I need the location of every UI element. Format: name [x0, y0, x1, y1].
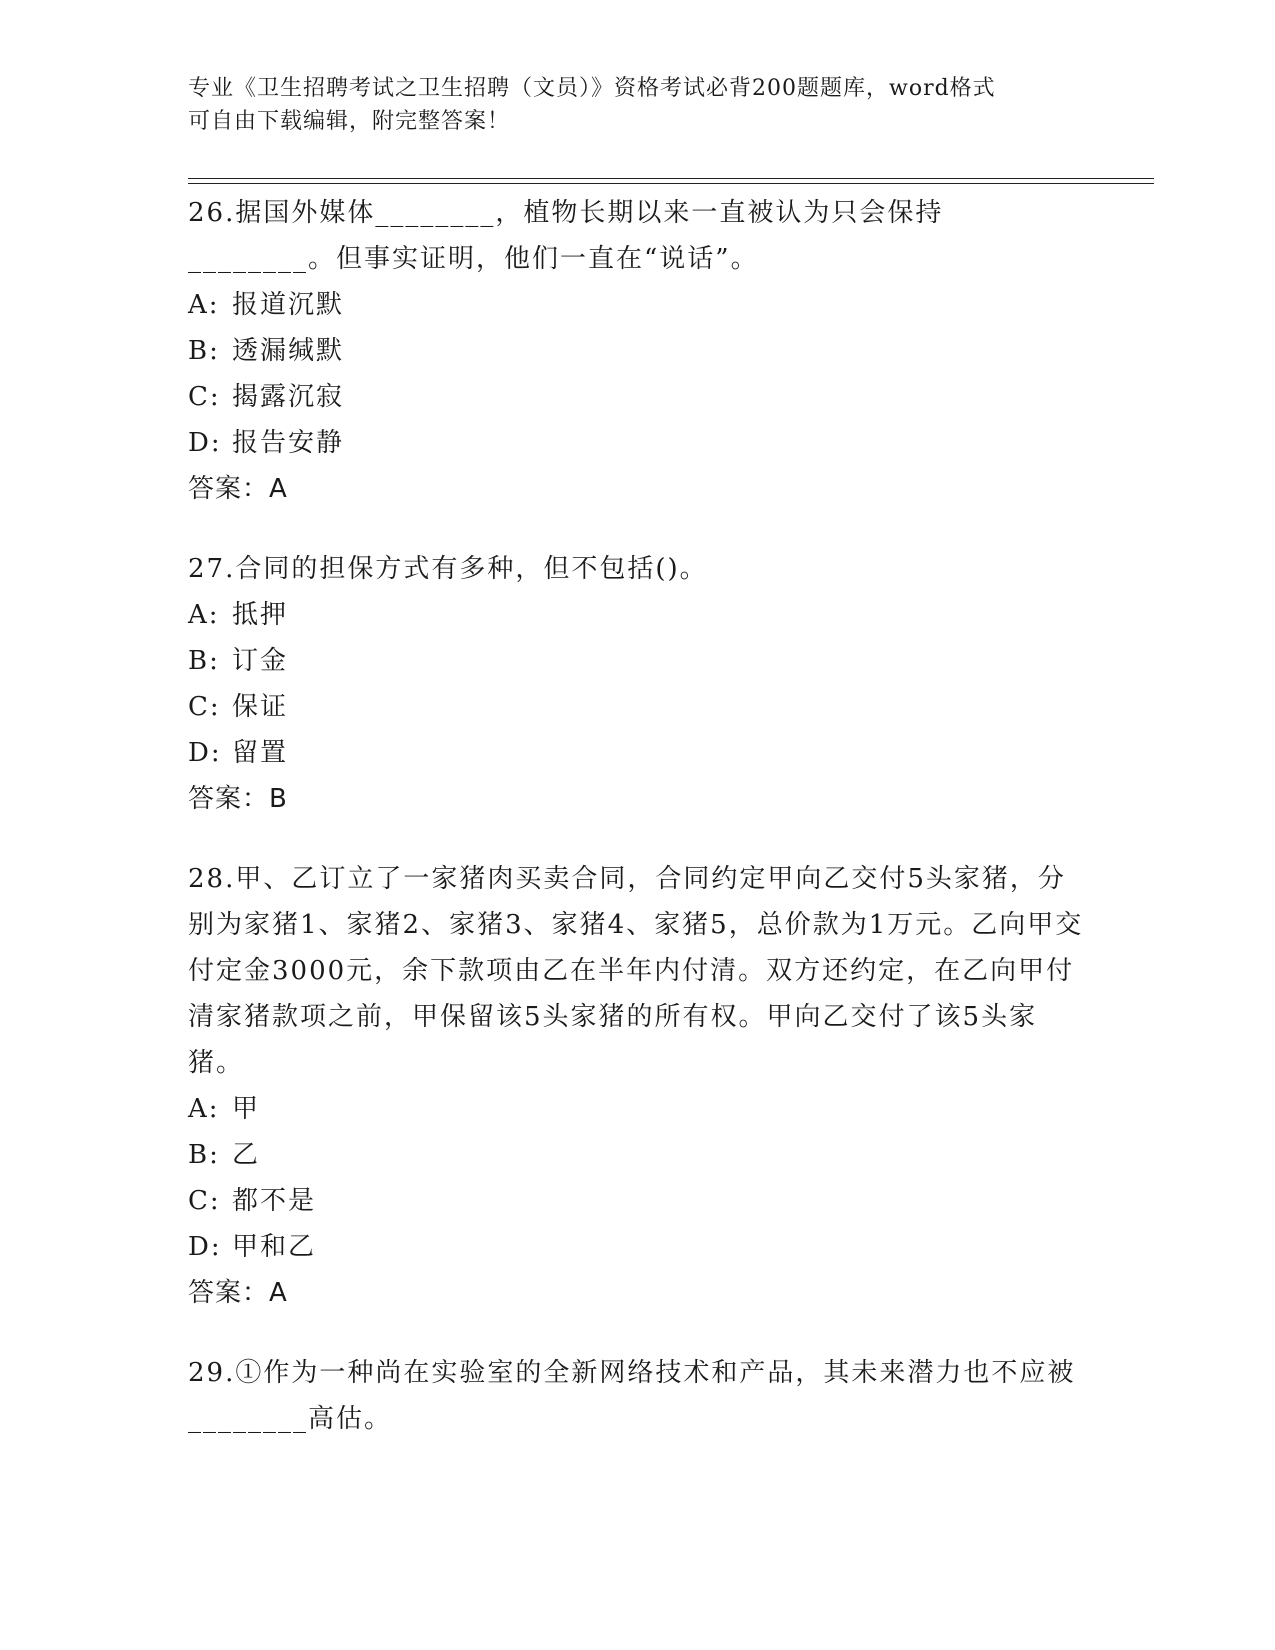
option-b	[188, 328, 1088, 374]
option-a	[188, 282, 1088, 328]
option-d	[188, 1224, 1088, 1270]
question-27	[188, 546, 1088, 822]
option-letter: C:	[188, 382, 221, 412]
option-text: 甲	[232, 1094, 261, 1124]
question-29	[188, 1350, 1088, 1442]
option-text: 揭露沉寂	[232, 382, 345, 412]
header-divider-bottom	[188, 183, 1154, 184]
option-text: 透漏缄默	[232, 336, 345, 366]
option-letter: A:	[188, 1094, 220, 1124]
option-text: 报告安静	[232, 428, 345, 458]
option-c	[188, 1178, 1088, 1224]
header-title-line-2: 可自由下载编辑，附完整答案！	[188, 109, 511, 134]
option-text: 都不是	[232, 1186, 317, 1216]
option-a	[188, 592, 1088, 638]
option-letter: D:	[188, 738, 222, 768]
option-letter: D:	[188, 428, 222, 458]
option-c	[188, 684, 1088, 730]
option-text: 乙	[232, 1140, 261, 1170]
header-title-line-1: 专业《卫生招聘考试之卫生招聘（文员）》资格考试必背200题题库，word格式	[188, 76, 996, 101]
option-letter: C:	[188, 692, 221, 722]
option-text: 报道沉默	[232, 290, 345, 320]
option-a	[188, 1086, 1088, 1132]
document-header	[188, 72, 1068, 138]
question-text: 26.据国外媒体________，植物长期以来一直被认为只会保持________。但事实证明，他们一直在“说话”。	[188, 198, 944, 274]
option-letter: B:	[188, 1140, 220, 1170]
option-c	[188, 374, 1088, 420]
option-letter: D:	[188, 1232, 222, 1262]
answer-label: 答案：B	[188, 784, 288, 814]
question-text: 28.甲、乙订立了一家猪肉买卖合同，合同约定甲向乙交付5头家猪，分别为家猪1、家猪2、家猪3、家猪4、家猪5，总价款为1万元。乙向甲交付定金3000元，余下款项由乙在半年内付清。双方还约定，在乙向甲付清家猪款项之前，甲保留该5头家猪的所有权。甲向乙交付了该5头家猪。	[188, 864, 1084, 1078]
option-b	[188, 1132, 1088, 1178]
option-text: 甲和乙	[232, 1232, 317, 1262]
option-letter: B:	[188, 646, 220, 676]
question-list	[188, 190, 1088, 1476]
option-text: 抵押	[232, 600, 289, 630]
answer-label: 答案：A	[188, 474, 288, 504]
option-letter: A:	[188, 290, 220, 320]
option-text: 保证	[232, 692, 289, 722]
question-text: 27.合同的担保方式有多种，但不包括()。	[188, 554, 708, 584]
option-letter: B:	[188, 336, 220, 366]
answer-label: 答案：A	[188, 1278, 288, 1308]
option-d	[188, 420, 1088, 466]
header-divider-top	[188, 178, 1154, 179]
question-28	[188, 856, 1088, 1316]
option-letter: C:	[188, 1186, 221, 1216]
option-b	[188, 638, 1088, 684]
question-26	[188, 190, 1088, 512]
option-text: 留置	[232, 738, 289, 768]
option-letter: A:	[188, 600, 220, 630]
option-text: 订金	[232, 646, 289, 676]
question-text: 29.①作为一种尚在实验室的全新网络技术和产品，其未来潜力也不应被________高估。	[188, 1358, 1076, 1434]
option-d	[188, 730, 1088, 776]
